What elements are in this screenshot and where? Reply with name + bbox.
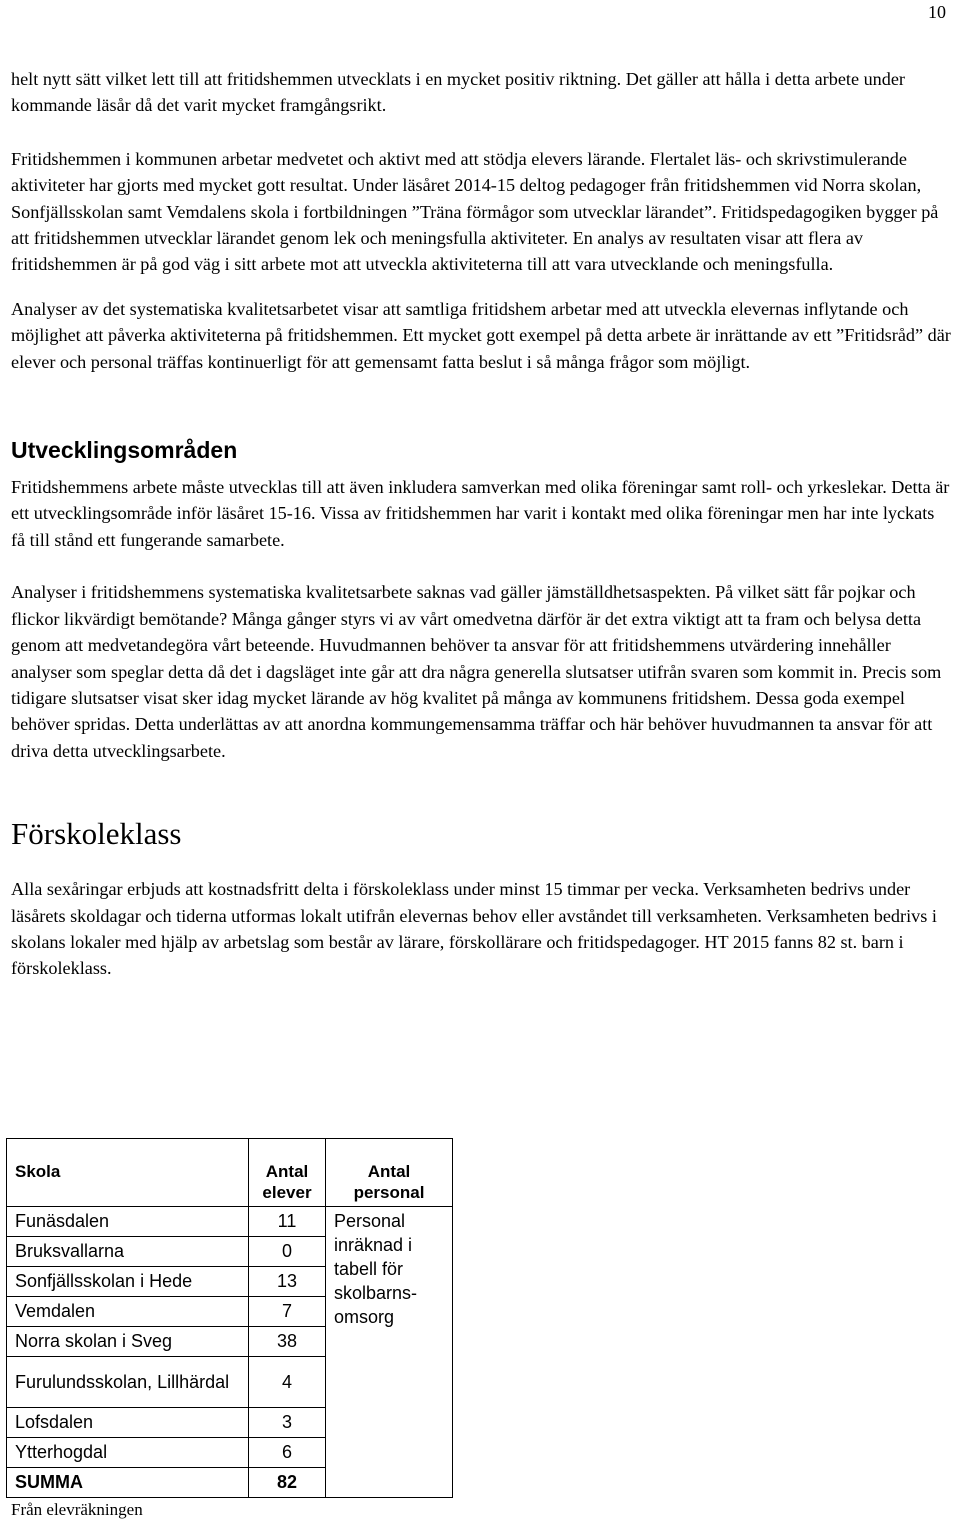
paragraph-intro-1: helt nytt sätt vilket lett till att fritidshemmen utvecklats i en mycket positiv riktning. Det gäller att hålla i detta arbete under kommande läsår då det varit mycket framgångsrikt. [11,69,905,116]
heading-utvecklingsomraden: Utvecklingsområden [11,437,238,464]
cell-elever: 0 [249,1237,326,1267]
cell-skola: Norra skolan i Sveg [7,1327,249,1357]
cell-elever: 4 [249,1357,326,1408]
cell-skola: Lofsdalen [7,1408,249,1438]
paragraph-utveckling-1: Fritidshemmens arbete måste utvecklas till att även inkludera samverkan med olika föreningar samt roll- och yrkeslekar. Detta är ett utvecklingsområde inför läsåret 15-16. Vissa av fritidshemmen har varit i kontakt med olika föreningar men har inte lyckats få till stånd ett fungerande samarbete. [11,477,950,550]
cell-elever: 7 [249,1297,326,1327]
heading-forskoleklass: Förskoleklass [11,816,182,852]
paragraph-intro-3: Analyser av det systematiska kvalitetsarbetet visar att samtliga fritidshem arbetar med att utveckla elevernas inflytande och möjlighet att påverka aktiviteterna på fritidshemmen. Ett mycket gott exempel på detta arbete är inrättande av ett ”Fritidsråd” där elever och personal träffas kontinuerligt för att gemensamt fatta beslut i så många frågor som möjligt. [11,298,951,372]
header-antal-elever: Antal elever [249,1139,326,1207]
cell-personal-note [326,1207,453,1498]
header-antal-personal: Antal personal [326,1139,453,1207]
cell-skola: Bruksvallarna [7,1237,249,1267]
table-row [7,1207,453,1237]
document-body [11,66,951,982]
header-skola: Skola [7,1139,249,1207]
cell-elever: 38 [249,1327,326,1357]
paragraph-forskoleklass: Alla sexåringar erbjuds att kostnadsfritt delta i förskoleklass under minst 15 timmar per vecka. Verksamheten bedrivs under läsårets skoldagar och tiderna utformas lokalt utifrån elevernas behov eller avståndet till verksamheten. Verksamheten bedrivs i skolans lokaler med hjälp av arbetslag som består av lärare, förskollärare och fritidspedagoger. HT 2015 fanns 82 st. barn i förskoleklass. [11,879,937,979]
cell-elever: 6 [249,1438,326,1468]
table-source: Från elevräkningen [11,1500,143,1519]
cell-skola: Sonfjällsskolan i Hede [7,1267,249,1297]
forskoleklass-table [6,1138,453,1498]
cell-skola: Vemdalen [7,1297,249,1327]
cell-skola: Ytterhogdal [7,1438,249,1468]
paragraph-intro-2: Fritidshemmen i kommunen arbetar medvetet och aktivt med att stödja elevers lärande. Flertalet läs- och skrivstimulerande aktiviteter har gjorts med mycket gott resultat. Under läsåret 2014-15 deltog pedagoger från fritidshemmen vid Norra skolan, Sonfjällsskolan samt Vemdalens skola i fortbildningen ”Träna förmågor som utvecklar lärandet”. Fritidspedagogiken bygger på att fritidshemmen utvecklar lärandet genom lek och meningsfulla aktiviteter. En analys av resultaten visar att flera av fritidshemmen är på god väg i sitt arbete mot att utveckla aktiviteterna till att vara utvecklande och meningsfulla. [11,148,939,275]
cell-summa-label: SUMMA [7,1468,249,1498]
cell-elever: 3 [249,1408,326,1438]
cell-skola: Funäsdalen [7,1207,249,1237]
page-number: 10 [928,2,946,22]
cell-elever: 11 [249,1207,326,1237]
paragraph-utveckling-2: Analyser i fritidshemmens systematiska kvalitetsarbete saknas vad gäller jämställdhetsaspekten. På vilket sätt får pojkar och flickor likvärdigt bemötande? Många gånger styrs vi av vårt omedvetna därför är det extra viktigt att ta fram och belysa detta genom att medvetandegöra vårt beteende. Huvudmannen behöver ta ansvar för att fritidshemmens utvärdering innehåller analyser som speglar detta då det i dagsläget inte går att dra några generella slutsatser utifrån svaren som kommit in. Precis som tidigare slutsatser visat sker idag mycket lärande av hög kvalitet på många av kommunens fritidshem. Dessa goda exempel behöver spridas. Detta underlättas av att anordna kommungemensamma träffar och här behöver huvudmannen ta ansvar för att driva detta utvecklingsarbete. [11,582,942,761]
cell-elever: 13 [249,1267,326,1297]
personal-note: Personal inräknad i tabell för skolbarns-omsorg [334,1211,418,1327]
table-header-row [7,1139,453,1207]
cell-summa-value: 82 [249,1468,326,1498]
cell-skola: Furulundsskolan, Lillhärdal [7,1357,249,1408]
